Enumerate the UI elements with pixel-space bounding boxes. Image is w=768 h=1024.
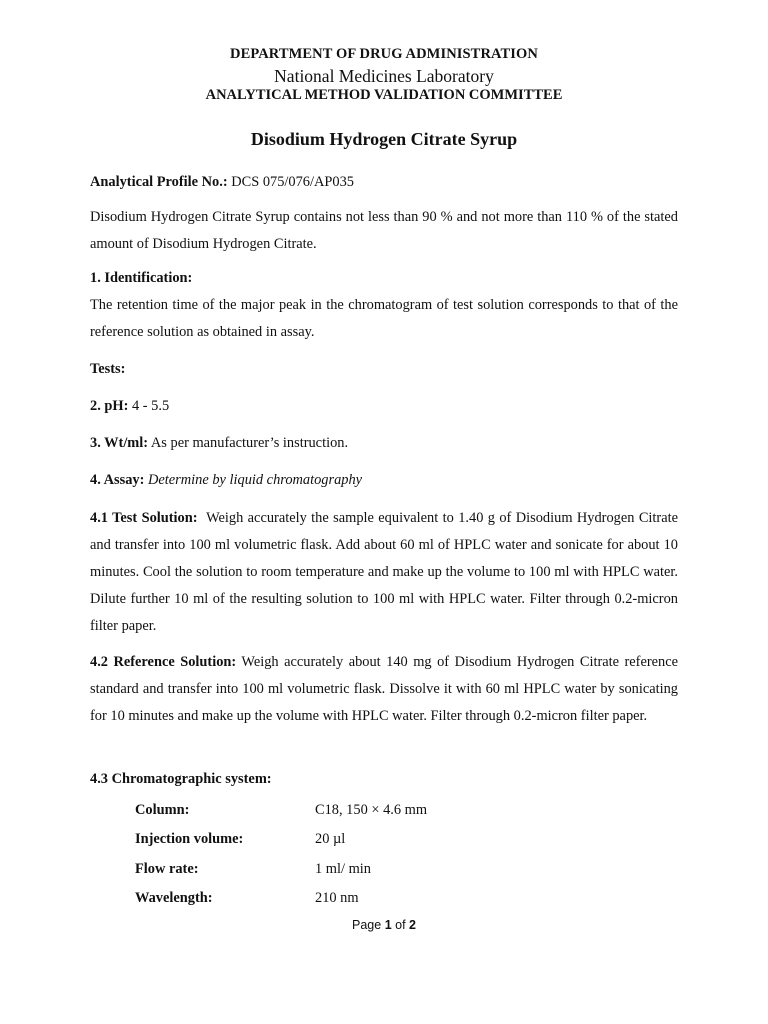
chromatographic-heading-text: 4.3 Chromatographic system:: [90, 771, 272, 787]
assay-value: Determine by liquid chromatography: [147, 472, 363, 488]
wavelength-label: Wavelength:: [135, 890, 213, 906]
column-label: Column:: [135, 802, 190, 818]
page-current: 1: [384, 918, 392, 932]
document-title: Disodium Hydrogen Citrate Syrup: [250, 129, 518, 149]
ph-label: 2. pH:: [90, 398, 129, 414]
ph-line: [90, 393, 678, 420]
department-heading: DEPARTMENT OF DRUG ADMINISTRATION: [230, 46, 538, 62]
assay-line: [90, 467, 678, 494]
wavelength-value: 210 nm: [315, 890, 359, 906]
page-separator: of: [395, 918, 406, 932]
tests-heading-text: Tests:: [90, 361, 126, 377]
committee-heading: ANALYTICAL METHOD VALIDATION COMMITTEE: [205, 87, 563, 103]
page-prefix: Page: [352, 918, 382, 932]
identification-heading-text: 1. Identification:: [90, 270, 193, 286]
test-solution-text: Weigh accurately the sample equivalent to 1.40 g of Disodium Hydrogen Citrate and transfer into 100 ml volumetric flask. Add about 60 ml of HPLC water and sonicate for about 10 minutes. Cool the solution to room temperature and make up the volume to 100 ml with HPLC water. Dilute further 10 ml of the resulting solution to 100 ml with HPLC water. Filter through 0.2-micron filter paper.: [90, 510, 678, 634]
injection-volume-value: 20 µl: [315, 831, 346, 847]
reference-solution-text: Weigh accurately about 140 mg of Disodium Hydrogen Citrate reference standard and transfer into 100 ml volumetric flask. Dissolve it with 60 ml HPLC water by sonicating for 10 minutes and make up the volume with HPLC water. Filter through 0.2-micron filter paper.: [90, 654, 678, 724]
test-solution-label: 4.1 Test Solution:: [90, 510, 198, 526]
ph-value: 4 - 5.5: [132, 398, 170, 414]
analytical-profile-label: Analytical Profile No.:: [90, 174, 228, 190]
chromatographic-heading: [90, 766, 678, 793]
flow-rate-value: 1 ml/ min: [315, 861, 371, 877]
page-total: 2: [409, 918, 416, 932]
injection-volume-label: Injection volume:: [135, 831, 244, 847]
intro-paragraph: Disodium Hydrogen Citrate Syrup contains not less than 90 % and not more than 110 % of the stated amount of Disodium Hydrogen Citrate.: [90, 209, 678, 252]
flow-rate-label: Flow rate:: [135, 861, 199, 877]
identification-text: The retention time of the major peak in the chromatogram of test solution corresponds to that of the reference solution as obtained in assay.: [90, 297, 678, 340]
column-value: C18, 150 × 4.6 mm: [315, 802, 428, 818]
page-number: [0, 918, 768, 932]
test-solution-paragraph: [90, 505, 678, 640]
identification-heading: [90, 265, 678, 292]
wtml-label: 3. Wt/ml:: [90, 435, 149, 451]
reference-solution-paragraph: [90, 649, 678, 730]
reference-solution-label: 4.2 Reference Solution:: [90, 654, 237, 670]
analytical-profile: [90, 169, 678, 196]
tests-heading: [90, 356, 678, 383]
analytical-profile-value: DCS 075/076/AP035: [231, 174, 354, 190]
wtml-value: As per manufacturer’s instruction.: [150, 435, 349, 451]
assay-label: 4. Assay:: [90, 472, 145, 488]
wtml-line: [90, 430, 678, 457]
laboratory-heading: National Medicines Laboratory: [274, 66, 494, 86]
